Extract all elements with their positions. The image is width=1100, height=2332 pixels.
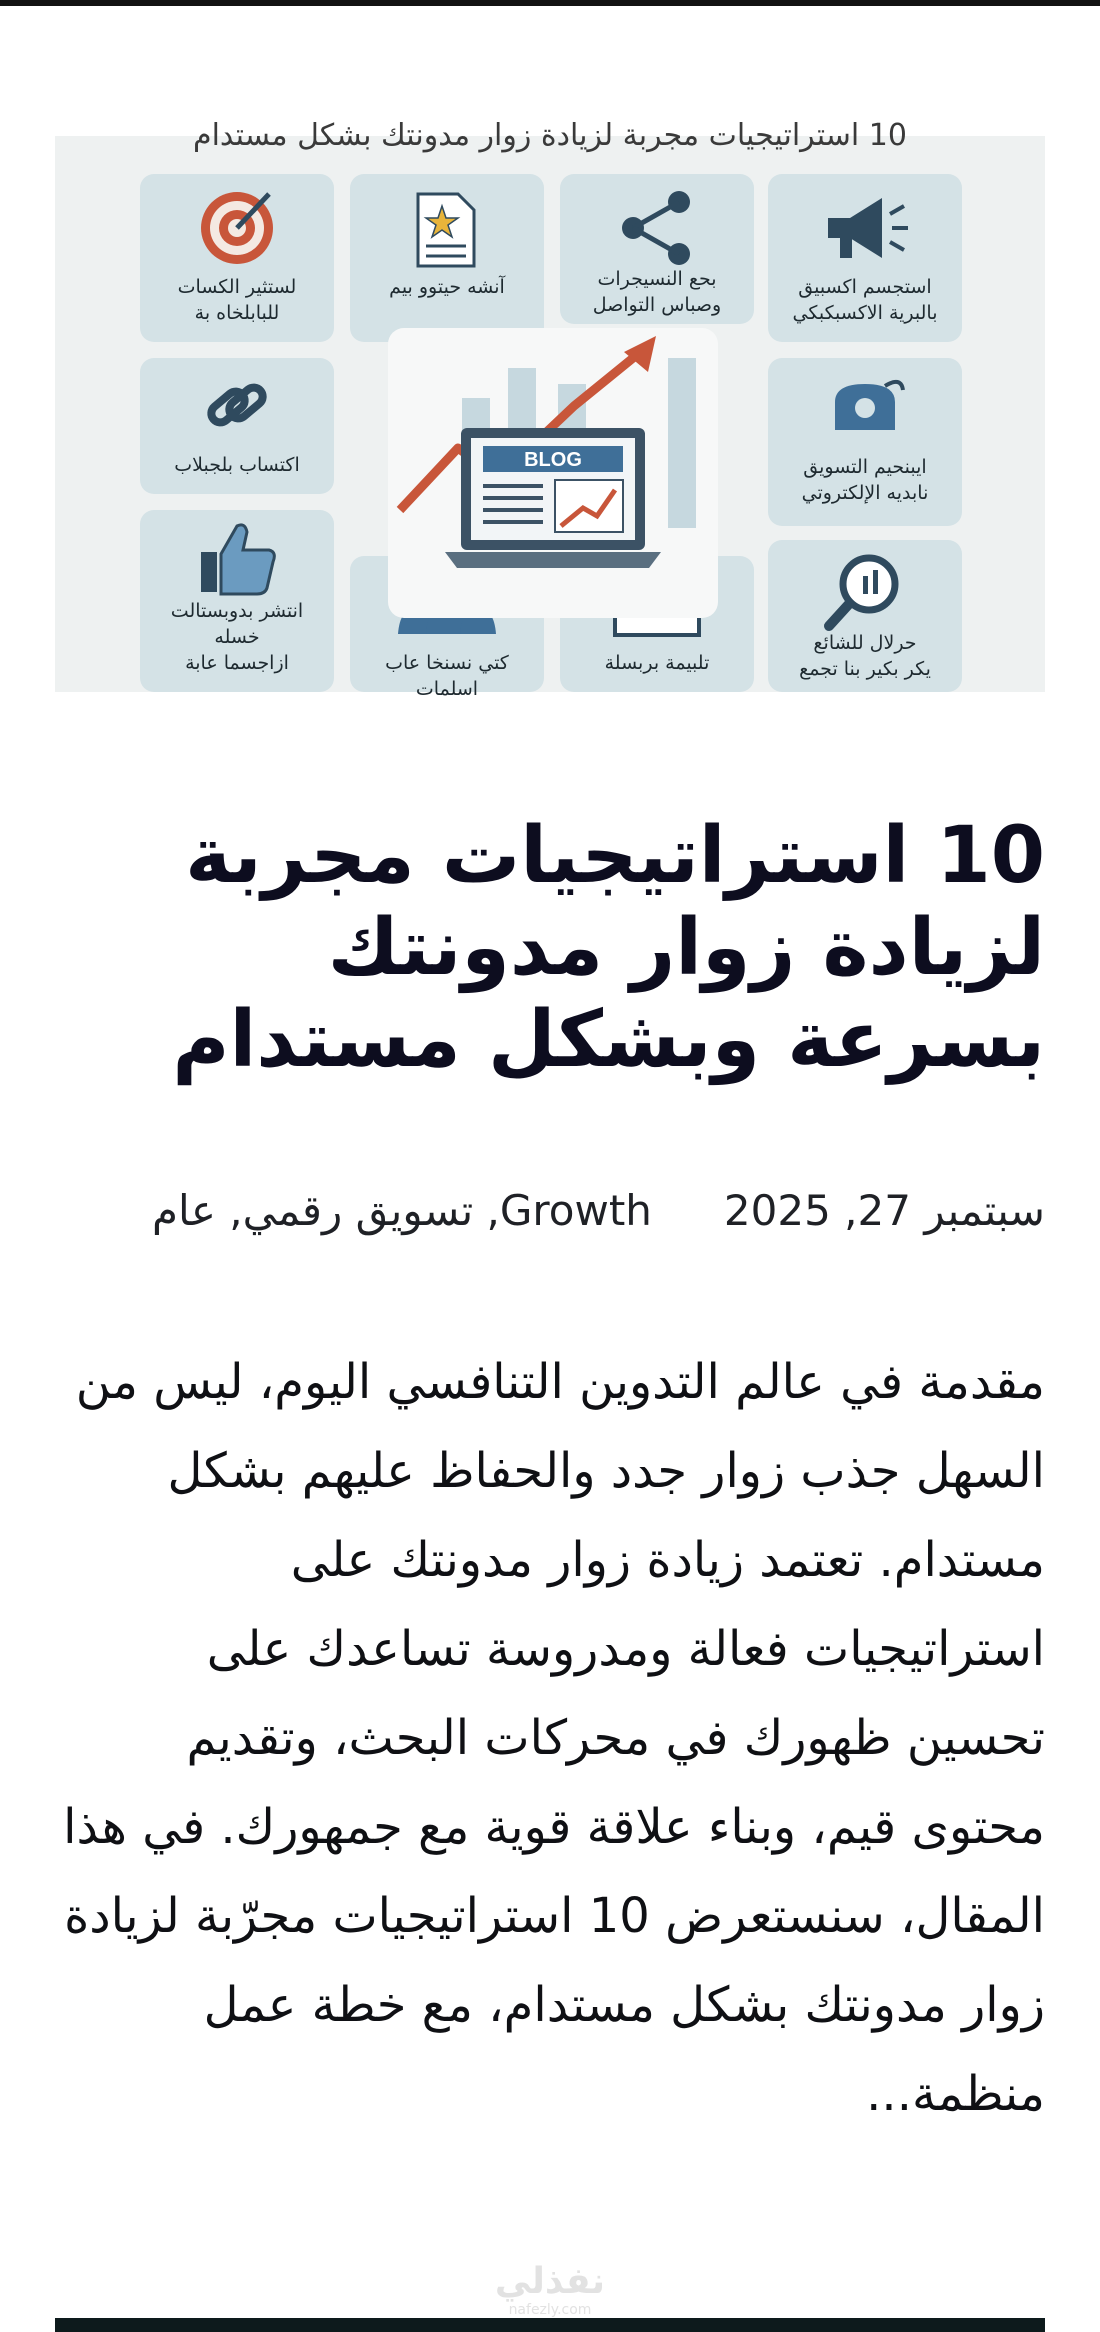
tile-like [140,510,334,692]
tile-link [140,358,334,494]
tile-label-megaphone: استجسم اكسبيق بالبرية الاكسبكبكي [792,276,938,324]
tile-label-share: بحع النسيجرات وصباس التواصل [592,268,722,316]
tile-target [140,174,334,342]
target-icon [197,188,277,268]
site-watermark [470,2262,630,2318]
post-categories[interactable]: Growth, تسويق رقمي, عام [152,1186,652,1235]
post-title[interactable]: 10 استراتيجيات مجربة لزيادة زوار مدونتك بسرعة وبشكل مستدام [172,811,1045,1085]
next-post-image[interactable] [55,2318,1045,2332]
share-icon [617,188,697,268]
thumbs-up-icon [195,518,279,598]
tile-share [560,174,754,324]
tile-megaphone [768,174,962,342]
tile-label-doc: آنشه حيتوو بيم [389,276,505,298]
email-marketing-icon [825,372,905,442]
document-star-icon [410,190,480,270]
tile-label-link: اكتساب بلجبلاب [174,454,300,476]
post-date: سبتمبر 27, 2025 [723,1186,1045,1235]
center-panel [388,328,718,618]
tile-search [768,540,962,692]
tile-doc [350,174,544,342]
tile-label-people: كتي نسنخا عاب اسلمات [385,652,509,700]
post-meta [45,1186,1045,1242]
featured-image[interactable] [55,118,1045,700]
infographic-title: 10 استراتيجيات مجربة لزيادة زوار مدونتك بشكل مستدام [193,118,907,153]
link-icon [197,372,277,442]
tile-label-mail: تلبيمة بربسلة [604,652,710,674]
watermark-domain: nafezly.com [508,2302,592,2318]
post-excerpt: مقدمة في عالم التدوين التنافسي اليوم، ليس من السهل جذب زوار جدد والحفاظ عليهم بشكل مستدام. تعتمد زيادة زوار مدونتك على استراتيجيات فعالة ومدروسة تساعدك على تحسين ظهورك في محركات البحث، وتقديم محتوى قيم، وبناء علاقة قوية مع جمهورك. في هذا المقال، سنستعرض 10 استراتيجيات مجرّبة لزيادة زوار مدونتك بشكل مستدام، مع خطة عمل منظمة... [63,1354,1045,2122]
tile-label-like: انتشر بدوبستالت خسله ازاجسما عابة [170,600,304,674]
megaphone-icon [820,188,910,268]
tile-label-search: حرلال للشائع يكر بكير بنا تجمع [799,632,931,680]
tile-email-marketing [768,358,962,526]
tile-label-email-marketing: ايبنحيم التسويق نابديه الإلكتروتي [801,456,929,504]
watermark-name: نفذلي [494,2261,606,2302]
blog-label: BLOG [524,449,582,471]
magnifier-icon [823,548,907,632]
laptop-icon [443,424,663,574]
top-status-bar [0,0,1100,6]
tile-label-target: لستثير الكسات للبابلخاه بة [177,276,297,324]
